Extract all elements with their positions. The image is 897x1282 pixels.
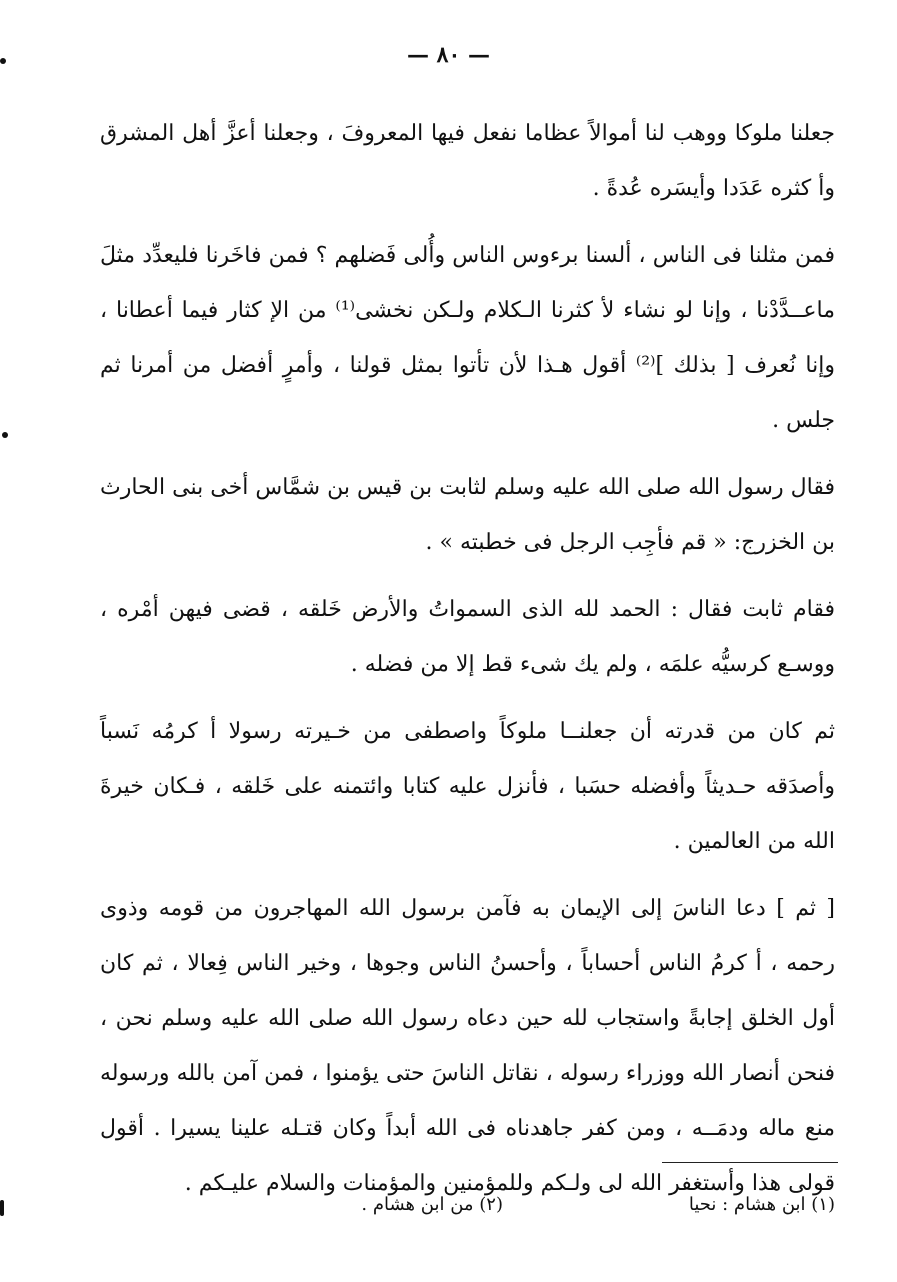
margin-mark [0, 1200, 4, 1216]
paragraph-3: فقال رسول الله صلى الله عليه وسلم لثابت بن قيس بن شمَّاس أخى بنى الحارث بن الخزرج: « قم فأجِب الرجل فى خطبته » . [100, 475, 835, 555]
footnote-1: (١) ابن هشام : نحيا [688, 1194, 835, 1215]
margin-mark [2, 432, 8, 438]
paragraph-6: [ ثم ] دعا الناسَ إلى الإيمان به فآمن برسول الله المهاجرون من قومه وذوى رحمه ، أ كرمُ الناس أحساباً ، وأحسنُ الناس وجوها ، وخير الناس فِعالا ، ثم كان أول الخلق إجابةً واستجاب لله حين دعاه رسول الله صلى الله عليه وسلم نحن ، فنحن أنصار الله ووزراء رسوله ، نقاتل الناسَ حتى يؤمنوا ، فمن آمن بالله ورسوله منع ماله ودمَــه ، ومن كفر جاهدناه فى الله أبداً وكان قتـله علينا يسيرا . أقول قولى هذا وأستغفر الله لى ولـكم وللمؤمنين والمؤمنات والسلام عليـكم . [100, 896, 835, 1196]
footnote-2: (٢) من ابن هشام . [361, 1194, 503, 1215]
paragraph-4: فقام ثابت فقال : الحمد لله الذى السمواتُ والأرض خَلقه ، قضى فيهن أمْره ، ووسـع كرسيُّه علمَه ، ولم يك شىء قط إلا من فضله . [100, 597, 835, 677]
paragraph-2: فمن مثلنا فى الناس ، ألسنا برءوس الناس وأُلى فَضلهم ؟ فمن فاخَرنا فليعدِّد مثلَ ماعــدَّدْنا ، وإنا لو نشاء لأ كثرنا الـكلام ولـكن نخشى⁽¹⁾ من الإ كثار فيما أعطانا ، وإنا نُعرف [ بذلك ]⁽²⁾ أقول هـذا لأن تأتوا بمثل قولنا ، وأمرٍ أفضل من أمرنا ثم جلس . [100, 243, 835, 433]
main-text [100, 106, 835, 1223]
paragraph-1: جعلنا ملوكا ووهب لنا أموالاً عظاما نفعل فيها المعروفَ ، وجعلنا أعزَّ أهل المشرق وأ كثره عَدَدا وأيسَره عُدةً . [100, 121, 835, 201]
page-number: — ٨٠ — [407, 42, 490, 68]
footnote-divider [662, 1162, 838, 1163]
paragraph-5: ثم كان من قدرته أن جعلنــا ملوكاً واصطفى من خـيرته رسولا أ كرمُه نَسباً وأصدَقه حـديثاً وأفضله حسَبا ، فأنزل عليه كتابا وائتمنه على خَلقه ، فـكان خيرةَ الله من العالمين . [100, 719, 835, 854]
